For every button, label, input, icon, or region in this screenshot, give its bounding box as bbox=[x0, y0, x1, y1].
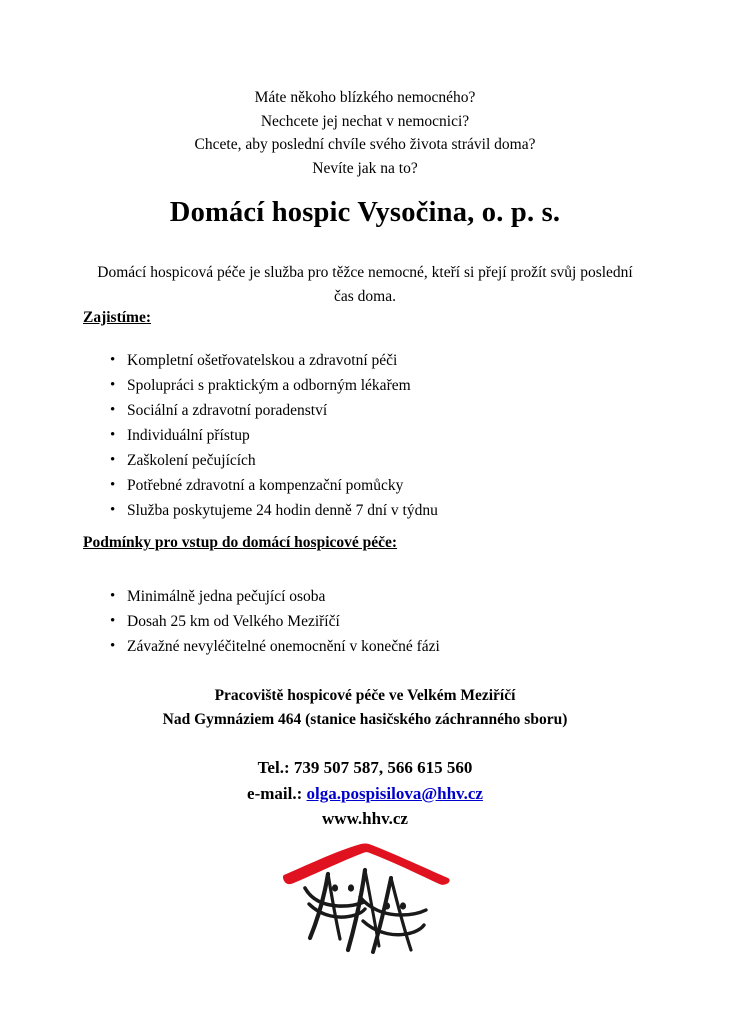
bullet-icon: • bbox=[110, 613, 116, 629]
list-item-label: Dosah 25 km od Velkého Meziříčí bbox=[127, 613, 340, 630]
email-label: e-mail.: bbox=[247, 783, 303, 803]
list-item-label: Závažné nevyléčitelné onemocnění v konečné fázi bbox=[127, 638, 440, 655]
section-heading-conditions: Podmínky pro vstup do domácí hospicové péče: bbox=[83, 534, 398, 551]
conditions-list bbox=[0, 584, 730, 659]
list-item-label: Minimálně jedna pečující osoba bbox=[127, 588, 326, 605]
phone-numbers: 739 507 587, 566 615 560 bbox=[293, 758, 473, 777]
workplace-line: Pracoviště hospicové péče ve Velkém Meziříčí bbox=[214, 687, 516, 704]
list-item bbox=[0, 423, 730, 448]
lead-paragraph: Domácí hospicová péče je služba pro těžce nemocné, kteří si přejí prožít svůj poslední čas doma. bbox=[97, 264, 633, 305]
intro-line-2: Nechcete jej nechat v nemocnici? bbox=[260, 112, 470, 130]
bullet-icon: • bbox=[110, 352, 116, 368]
list-item bbox=[0, 634, 730, 659]
list-item-label: Kompletní ošetřovatelskou a zdravotní péči bbox=[127, 352, 398, 369]
address-block bbox=[60, 684, 670, 731]
list-item-label: Individuální přístup bbox=[127, 427, 250, 444]
bullet-icon: • bbox=[110, 588, 116, 604]
figures-icon bbox=[305, 870, 426, 952]
intro-line-3: Chcete, aby poslední chvíle svého života strávil doma? bbox=[194, 136, 536, 153]
list-item-label: Služba poskytujeme 24 hodin denně 7 dní v týdnu bbox=[127, 502, 438, 519]
list-item bbox=[0, 398, 730, 423]
street-line: Nad Gymnáziem 464 (stanice hasičského záchranného sboru) bbox=[162, 710, 568, 728]
bullet-icon: • bbox=[110, 427, 116, 443]
bullet-icon: • bbox=[110, 452, 116, 468]
page-title: Domácí hospic Vysočina, o. p. s. bbox=[169, 197, 561, 228]
list-item bbox=[0, 584, 730, 609]
bullet-icon: • bbox=[110, 638, 116, 654]
list-item bbox=[0, 498, 730, 523]
list-item bbox=[0, 473, 730, 498]
intro-line-1: Máte někoho blízkého nemocného? bbox=[254, 89, 476, 106]
intro-line-4: Nevíte jak na to? bbox=[312, 159, 418, 177]
email-link[interactable]: olga.pospisilova@hhv.cz bbox=[306, 783, 483, 803]
list-item bbox=[0, 348, 730, 373]
contact-block bbox=[60, 755, 670, 832]
list-item bbox=[0, 448, 730, 473]
list-item bbox=[0, 609, 730, 634]
website-line: www.hhv.cz bbox=[322, 809, 408, 828]
phone-label: Tel.: bbox=[257, 758, 290, 777]
intro-block bbox=[60, 86, 670, 180]
bullet-icon: • bbox=[110, 502, 116, 518]
services-list bbox=[0, 348, 730, 523]
logo-artwork bbox=[281, 842, 453, 972]
list-item-label: Spolupráci s praktickým a odborným lékařem bbox=[127, 377, 411, 394]
bullet-icon: • bbox=[110, 402, 116, 418]
phone-line bbox=[60, 755, 670, 781]
domaci-hospic-vysocina-logo bbox=[281, 842, 453, 972]
section-heading-services: Zajistíme: bbox=[83, 309, 152, 326]
list-item-label: Sociální a zdravotní poradenství bbox=[127, 402, 328, 419]
email-line bbox=[60, 781, 670, 807]
list-item bbox=[0, 373, 730, 398]
bullet-icon: • bbox=[110, 377, 116, 393]
bullet-icon: • bbox=[110, 477, 116, 493]
list-item-label: Potřebné zdravotní a kompenzační pomůcky bbox=[127, 477, 404, 494]
list-item-label: Zaškolení pečujících bbox=[127, 452, 256, 469]
